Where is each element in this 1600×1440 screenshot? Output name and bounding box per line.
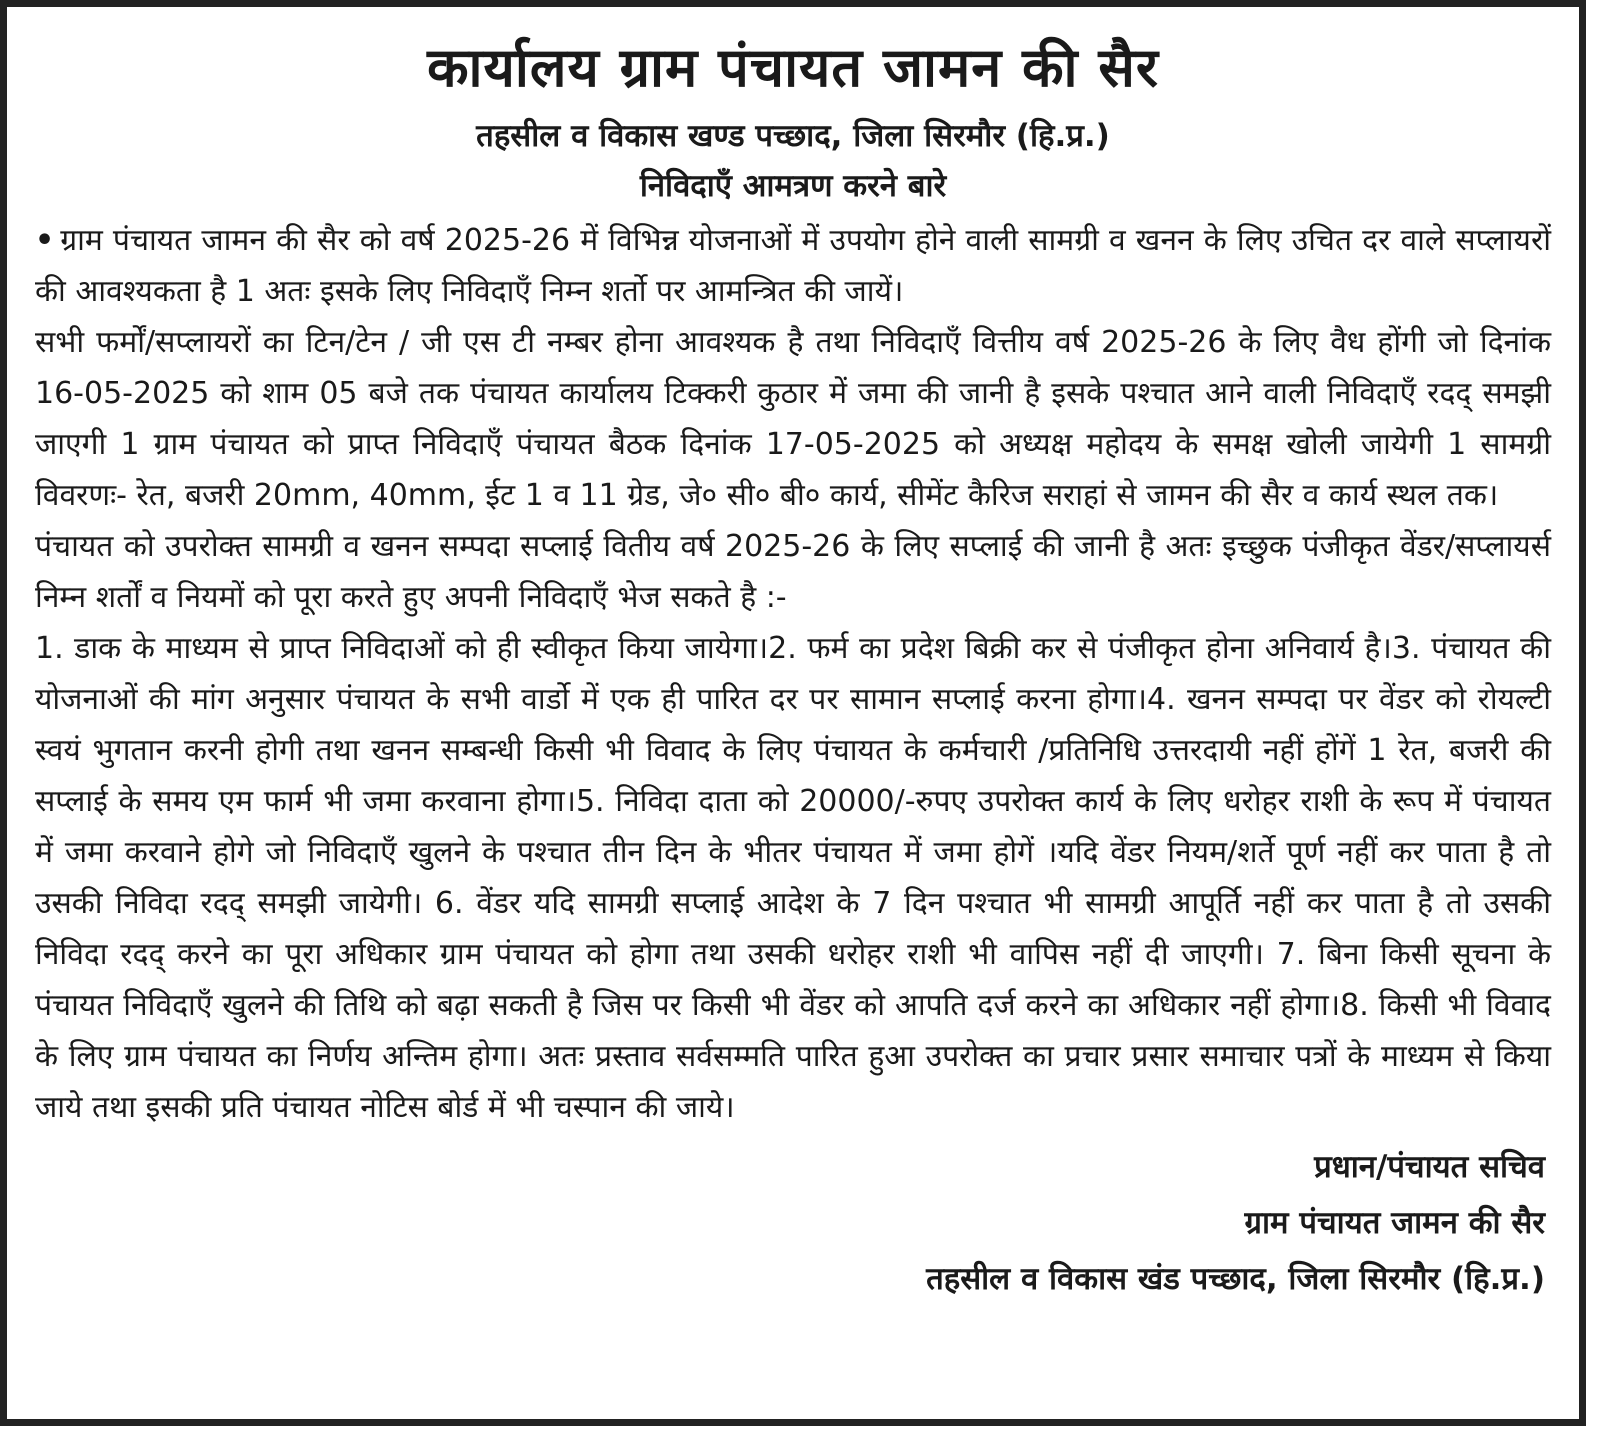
office-address: तहसील व विकास खण्ड पच्छाद, जिला सिरमौर (हि.प्र.) bbox=[476, 118, 1110, 154]
notice-subject: निविदाएँ आमत्रण करने बारे bbox=[639, 168, 947, 204]
signatory-designation: प्रधान/पंचायत सचिव bbox=[1314, 1149, 1545, 1185]
intro-text: ग्राम पंचायत जामन की सैर को वर्ष 2025-26 में विभिन्न योजनाओं में उपयोग होने वाली सामग्री व खनन के लिए उचित दर वाले सप्लायरों की आवश्यकता है 1 अतः इसके लिए निविदाएँ निम्न शर्तो पर आमन्त्रित की जायें। bbox=[35, 223, 1551, 309]
bullet-icon: • bbox=[35, 223, 55, 258]
terms-paragraph: 1. डाक के माध्यम से प्राप्त निविदाओं को ही स्वीकृत किया जायेगा।2. फर्म का प्रदेश बिक्री कर से पंजीकृत होना अनिवार्य है।3. पंचायत की योजनाओं की मांग अनुसार पंचायत के सभी वार्डो में एक ही पारित दर पर सामान सप्लाई करना होगा।4. खनन सम्पदा पर वेंडर को रोयल्टी स्वयं भुगतान करनी होगी तथा खनन सम्बन्धी किसी भी विवाद के लिए पंचायत के कर्मचारी /प्रतिनिधि उत्तरदायी नहीं होंगें 1 रेत, बजरी की सप्लाई के समय एम फार्म भी जमा करवाना होगा।5. निविदा दाता को 20000/-रुपए उपरोक्त कार्य के लिए धरोहर राशी के रूप में पंचायत में जमा करवाने होगे जो निविदाएँ खुलने के पश्चात तीन दिन के भीतर पंचायत में जमा होगें ।यदि वेंडर नियम/शर्ते पूर्ण नहीं कर पाता है तो उसकी निविदा रदद् समझी जायेगी। 6. वेंडर यदि सामग्री सप्लाई आदेश के 7 दिन पश्चात भी सामग्री आपूर्ति नहीं कर पाता है तो उसकी निविदा रदद् करने का पूरा अधिकार ग्राम पंचायत को होगा तथा उसकी धरोहर राशी भी वापिस नहीं दी जाएगी। 7. बिना किसी सूचना के पंचायत निविदाएँ खुलने की तिथि को बढ़ा सकती है जिस पर किसी भी वेंडर को आपति दर्ज करने का अधिकार नहीं होगा।8. किसी भी विवाद के लिए ग्राम पंचायत का निर्णय अन्तिम होगा। अतः प्रस्ताव सर्वसम्मति पारित हुआ उपरोक्त का प्रचार प्रसार समाचार पत्रों के माध्यम से किया जाये तथा इसकी प्रति पंचायत नोटिस बोर्ड में भी चस्पान की जाये। bbox=[35, 631, 1551, 1125]
signature-block bbox=[35, 1139, 1551, 1307]
signatory-address: तहसील व विकास खंड पच्छाद, जिला सिरमौर (हि.प्र.) bbox=[926, 1261, 1545, 1297]
office-title: कार्यालय ग्राम पंचायत जामन की सैर bbox=[427, 36, 1159, 99]
intro-paragraph bbox=[35, 215, 1551, 317]
eligibility-paragraph: सभी फर्मों/सप्लायरों का टिन/टेन / जी एस टी नम्बर होना आवश्यक है तथा निविदाएँ वित्तीय वर्ष 2025-26 के लिए वैध होंगी जो दिनांक 16-05-2025 को शाम 05 बजे तक पंचायत कार्यालय टिक्करी कुठार में जमा की जानी है इसके पश्चात आने वाली निविदाएँ रदद् समझी जाएगी 1 ग्राम पंचायत को प्राप्त निविदाएँ पंचायत बैठक दिनांक 17-05-2025 को अध्यक्ष महोदय के समक्ष खोली जायेगी 1 सामग्री विवरणः- रेत, बजरी 20mm, 40mm, ईट 1 व 11 ग्रेड, जे० सी० बी० कार्य, सीमेंट कैरिज सराहां से जामन की सैर व कार्य स्थल तक। bbox=[35, 325, 1551, 513]
signatory-panchayat: ग्राम पंचायत जामन की सैर bbox=[1244, 1205, 1545, 1241]
supply-paragraph: पंचायत को उपरोक्त सामग्री व खनन सम्पदा सप्लाई वितीय वर्ष 2025-26 के लिए सप्लाई की जानी है अतः इच्छुक पंजीकृत वेंडर/सप्लायर्स निम्न शर्तों व नियमों को पूरा करते हुए अपनी निविदाएँ भेज सकते है :- bbox=[35, 529, 1551, 615]
